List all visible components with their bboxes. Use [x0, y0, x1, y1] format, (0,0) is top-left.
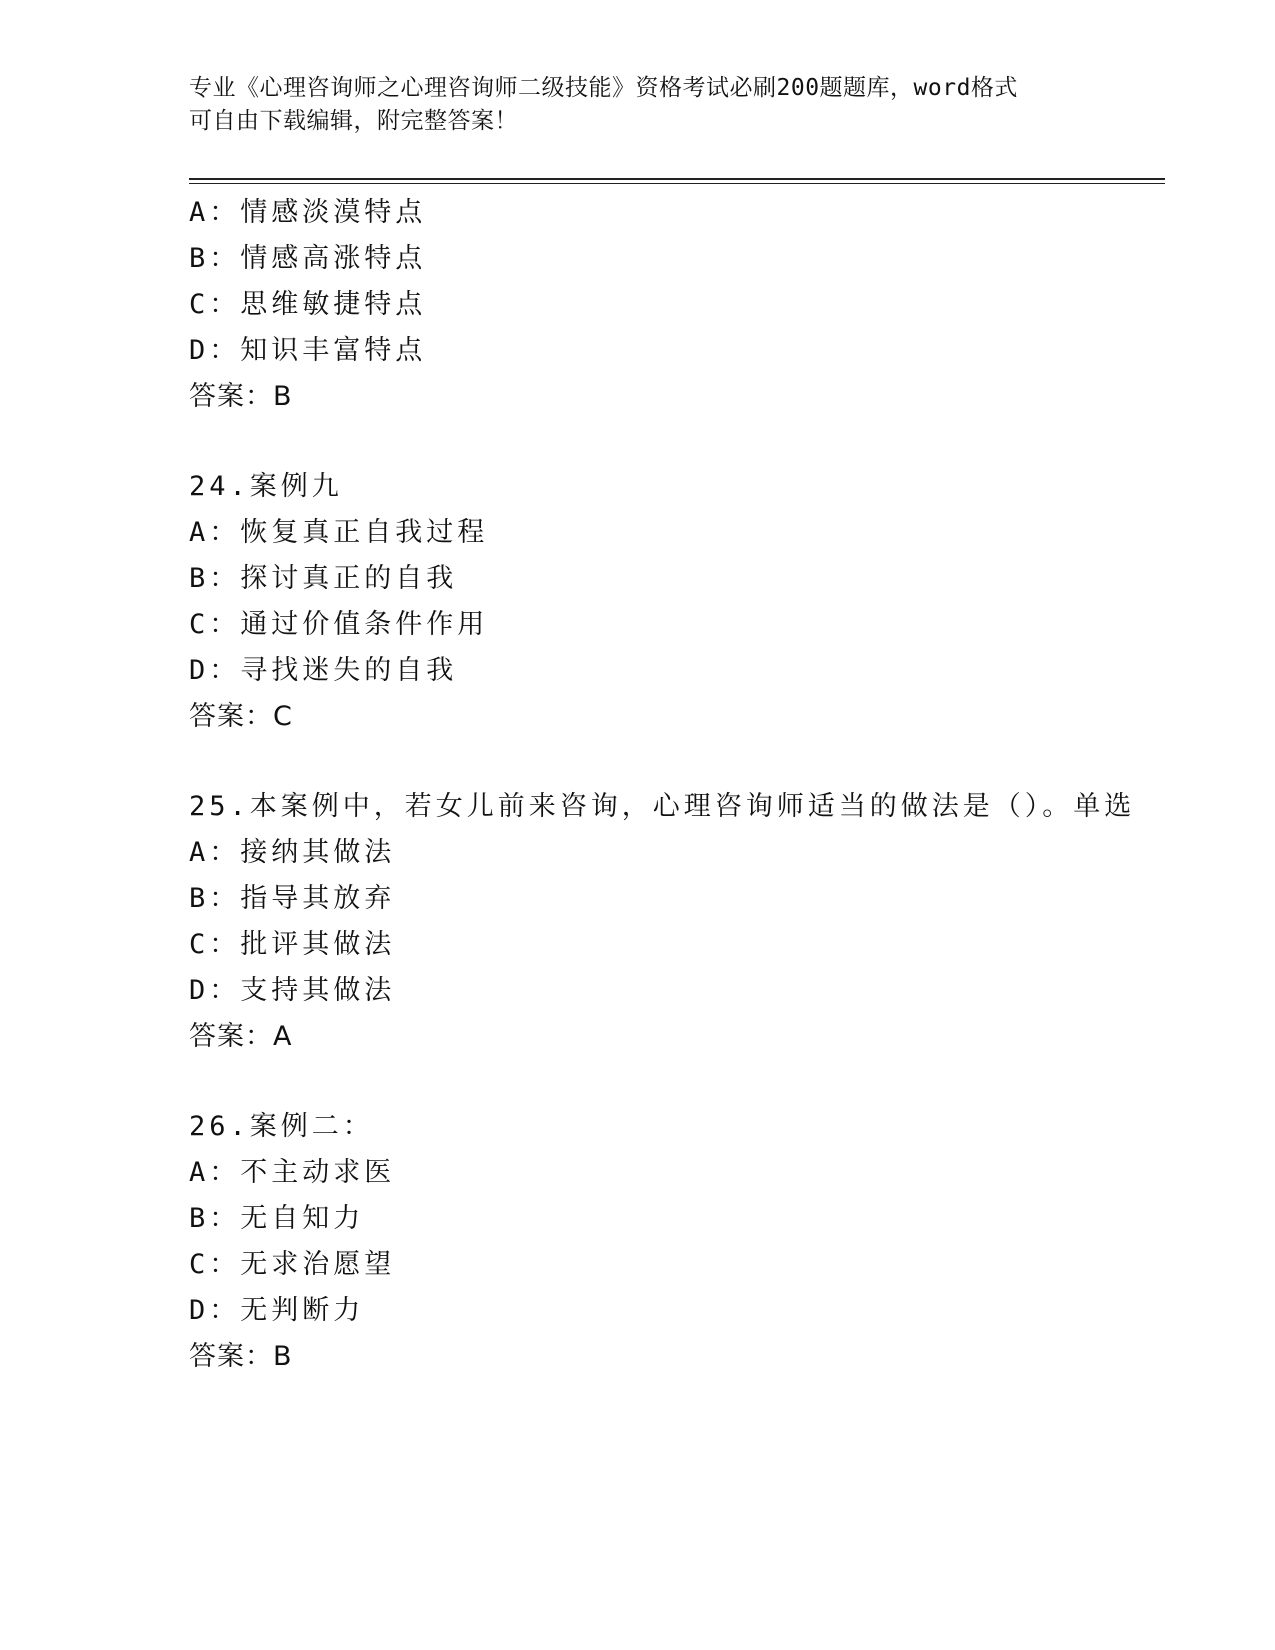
question-block	[189, 464, 1189, 740]
option-c: C：通过价值条件作用	[189, 609, 489, 640]
option-b: B：无自知力	[189, 1203, 365, 1234]
header-line-1: 专业《心理咨询师之心理咨询师二级技能》资格考试必刷200题题库，word格式	[189, 75, 1018, 101]
document-header	[189, 72, 1089, 138]
question-block	[189, 784, 1189, 1060]
option-a: A：情感淡漠特点	[189, 197, 427, 228]
option-a: A：不主动求医	[189, 1157, 396, 1188]
option-b: B：指导其放弃	[189, 883, 396, 914]
option-d: D：无判断力	[189, 1295, 365, 1326]
question-title: 26.案例二：	[189, 1111, 374, 1142]
question-block	[189, 1104, 1189, 1380]
header-line-2: 可自由下载编辑，附完整答案！	[189, 108, 518, 134]
option-a: A：恢复真正自我过程	[189, 517, 489, 548]
answer-line: 答案：A	[189, 1021, 293, 1052]
option-b: B：探讨真正的自我	[189, 563, 458, 594]
answer-line: 答案：B	[189, 1341, 293, 1372]
question-title: 25.本案例中，若女儿前来咨询，心理咨询师适当的做法是（）。单选	[189, 791, 1136, 822]
option-d: D：支持其做法	[189, 975, 396, 1006]
question-block	[189, 190, 1189, 420]
option-d: D：寻找迷失的自我	[189, 655, 458, 686]
question-title: 24.案例九	[189, 471, 343, 502]
option-d: D：知识丰富特点	[189, 335, 427, 366]
option-c: C：思维敏捷特点	[189, 289, 427, 320]
answer-line: 答案：B	[189, 381, 293, 412]
option-c: C：无求治愿望	[189, 1249, 396, 1280]
header-divider	[189, 178, 1165, 184]
option-b: B：情感高涨特点	[189, 243, 427, 274]
question-list	[189, 190, 1189, 1380]
option-c: C：批评其做法	[189, 929, 396, 960]
answer-line: 答案：C	[189, 701, 293, 732]
option-a: A：接纳其做法	[189, 837, 396, 868]
